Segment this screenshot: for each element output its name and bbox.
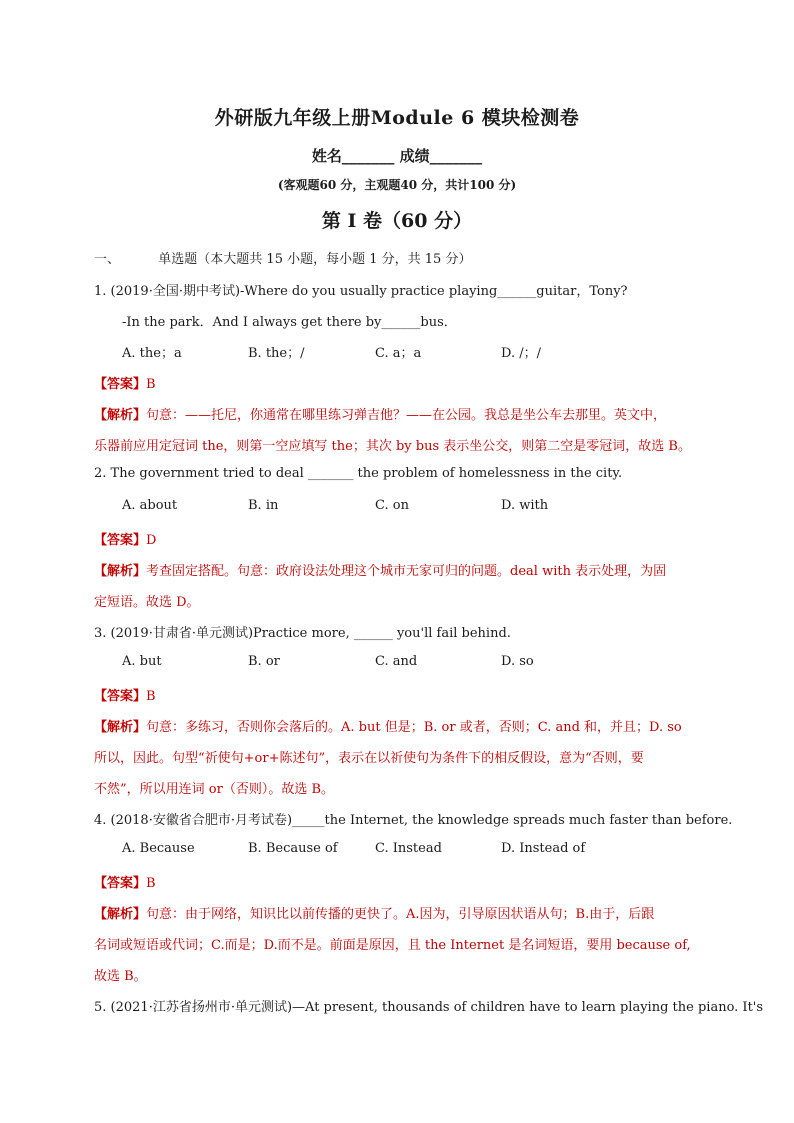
analysis-text: 考查固定搭配。句意：政府设法处理这个城市无家可归的问题。deal with 表示处理，为固: [146, 564, 667, 579]
answer-value: B: [146, 377, 156, 392]
q2-option-c: C. on: [375, 498, 409, 513]
q3-analysis-line-3: 不然”，所以用连词 or（否则）。故选 B。: [94, 782, 335, 797]
q4-answer: [94, 872, 156, 891]
q2-stem: 2. The government tried to deal _______ the problem of homelessness in the city.: [94, 466, 623, 481]
q2-analysis-line-1: [94, 560, 666, 579]
q3-answer: [94, 685, 156, 704]
q4-analysis-line-1: [94, 903, 654, 922]
answer-label: 【答案】: [94, 689, 147, 704]
q1-answer: [94, 373, 156, 392]
q4-option-b: B. Because of: [248, 841, 338, 856]
q3-option-d: D. so: [501, 654, 534, 669]
q1-option-c: C. a；a: [375, 346, 422, 361]
answer-value: B: [146, 689, 156, 704]
section-number: 一、: [94, 252, 121, 267]
q4-option-c: C. Instead: [375, 841, 442, 856]
analysis-label: 【解析】: [94, 720, 147, 735]
analysis-text: 句意：——托尼，你通常在哪里练习弹吉他？——在公园。我总是坐公车去那里。英文中，: [146, 408, 667, 423]
q3-stem: 3. (2019·甘肃省·单元测试)Practice more, ______ you'll fail behind.: [94, 626, 511, 641]
q2-answer: [94, 529, 156, 548]
q3-option-a: A. but: [122, 654, 162, 669]
q2-option-d: D. with: [501, 498, 549, 513]
section-title: 单选题（本大题共 15 小题，每小题 1 分，共 15 分）: [158, 252, 472, 267]
q2-analysis-line-2: 定短语。故选 D。: [94, 595, 200, 610]
q4-option-d: D. Instead of: [501, 841, 586, 856]
analysis-label: 【解析】: [94, 564, 147, 579]
analysis-label: 【解析】: [94, 907, 147, 922]
answer-label: 【答案】: [94, 876, 147, 891]
answer-value: D: [146, 533, 157, 548]
q5-stem: 5. (2021·江苏省扬州市·单元测试)—At present, thousands of children have to learn playing the piano. It's: [94, 1000, 764, 1015]
q1-option-b: B. the；/: [248, 346, 305, 361]
analysis-label: 【解析】: [94, 408, 147, 423]
q3-option-c: C. and: [375, 654, 418, 669]
q1-option-a: A. the；a: [122, 346, 182, 361]
answer-value: B: [146, 876, 156, 891]
q2-option-a: A. about: [122, 498, 178, 513]
q3-analysis-line-2: 所以，因此。句型“祈使句+or+陈述句”，表示在以祈使句为条件下的相反假设，意为“否则，要: [94, 751, 644, 766]
section-heading: [94, 248, 471, 267]
q1-stem-reply: -In the park．And I always get there by______bus．: [122, 315, 457, 330]
q4-stem: 4. (2018·安徽省合肥市·月考试卷)_____the Internet, the knowledge spreads much faster than before.: [94, 813, 733, 828]
q4-analysis-line-3: 故选 B。: [94, 969, 147, 984]
q1-option-d: D. /；/: [501, 346, 541, 361]
q2-option-b: B. in: [248, 498, 279, 513]
answer-label: 【答案】: [94, 377, 147, 392]
name-score-line: 姓名_______ 成绩_______: [311, 147, 483, 165]
score-note: (客观题60 分，主观题40 分，共计100 分): [277, 178, 517, 192]
q1-analysis-line-1: [94, 404, 666, 423]
answer-label: 【答案】: [94, 533, 147, 548]
q4-analysis-line-2: 名词或短语或代词；C.而是；D.而不是。前面是原因，且 the Internet 是名词短语，要用 because of,: [94, 938, 691, 953]
analysis-text: 句意：由于网络，知识比以前传播的更快了。A.因为，引导原因状语从句；B.由于，后跟: [146, 907, 655, 922]
analysis-text: 句意：多练习，否则你会落后的。A. but 但是；B. or 或者，否则；C. and 和，并且；D. so: [146, 720, 682, 735]
q3-analysis-line-1: [94, 716, 682, 735]
volume-heading: 第 I 卷（60 分）: [321, 210, 473, 232]
q3-option-b: B. or: [248, 654, 280, 669]
q4-option-a: A. Because: [122, 841, 195, 856]
q1-analysis-line-2: 乐器前应用定冠词 the，则第一空应填写 the；其次 by bus 表示坐公交，则第二空是零冠词，故选 B。: [94, 439, 691, 454]
q1-stem: 1. (2019·全国·期中考试)-Where do you usually practice playing______guitar，Tony?: [94, 284, 628, 299]
page-title: 外研版九年级上册Module 6 模块检测卷: [214, 107, 580, 129]
